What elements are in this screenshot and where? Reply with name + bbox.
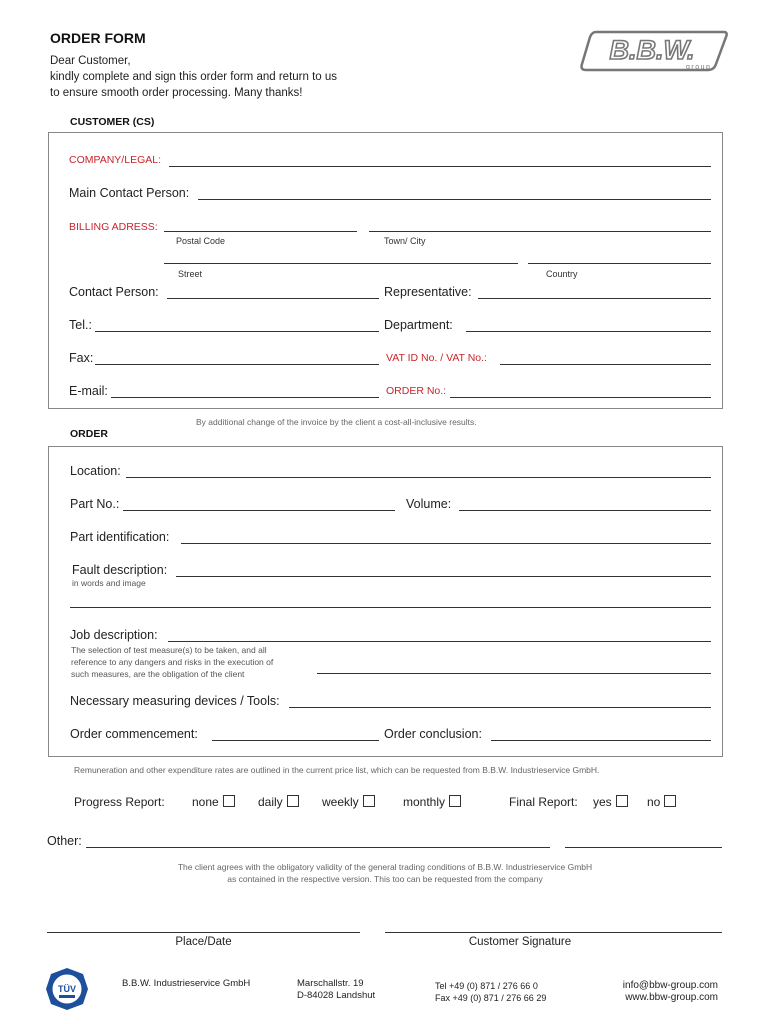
billing-address-label: BILLING ADRESS:	[69, 221, 158, 233]
representative-label: Representative:	[384, 285, 472, 299]
email-label: E-mail:	[69, 384, 108, 398]
option-no-label: no	[647, 795, 661, 809]
job-hint-line-1: The selection of test measure(s) to be taken, and all	[71, 645, 267, 655]
option-yes[interactable]	[593, 795, 628, 809]
option-yes-checkbox[interactable]	[616, 795, 628, 807]
postal-code-caption: Postal Code	[176, 236, 226, 246]
tuv-seal-icon	[44, 966, 90, 1012]
email-field[interactable]	[111, 397, 379, 398]
place-date-field[interactable]	[47, 932, 360, 933]
department-label: Department:	[384, 318, 453, 332]
fault-hint: in words and image	[72, 578, 146, 588]
order-heading: ORDER	[70, 428, 108, 440]
main-contact-field[interactable]	[198, 199, 711, 200]
job-description-field[interactable]	[168, 641, 711, 642]
footer-web[interactable]: www.bbw-group.com	[625, 992, 718, 1003]
footer-street: Marschallstr. 19	[297, 978, 364, 989]
location-field[interactable]	[126, 477, 711, 478]
order-commencement-label: Order commencement:	[70, 727, 198, 741]
order-box	[48, 446, 723, 757]
tuv-text: TÜV	[58, 984, 76, 994]
part-no-field[interactable]	[123, 510, 395, 511]
measuring-devices-field[interactable]	[289, 707, 711, 708]
option-yes-label: yes	[593, 795, 612, 809]
vat-label: VAT ID No. / VAT No.:	[386, 352, 487, 364]
agreement-line-2: as contained in the respective version. This too can be requested from the company	[227, 874, 543, 884]
option-no-checkbox[interactable]	[664, 795, 676, 807]
job-hint	[71, 644, 273, 680]
part-no-label: Part No.:	[70, 497, 120, 511]
job-description-field-2[interactable]	[317, 673, 711, 674]
footer-email[interactable]: info@bbw-group.com	[622, 980, 718, 991]
page-title: ORDER FORM	[50, 30, 146, 46]
option-monthly-checkbox[interactable]	[449, 795, 461, 807]
footer-phone	[435, 980, 546, 1004]
footer-company: B.B.W. Industrieservice GmbH	[122, 978, 251, 989]
representative-field[interactable]	[478, 298, 711, 299]
street-caption: Street	[178, 269, 203, 279]
customer-signature-label: Customer Signature	[468, 936, 572, 948]
order-commencement-field[interactable]	[212, 740, 379, 741]
company-field[interactable]	[169, 166, 711, 167]
footer-contact	[608, 980, 718, 1004]
measuring-devices-label: Necessary measuring devices / Tools:	[70, 694, 280, 708]
option-daily-checkbox[interactable]	[287, 795, 299, 807]
vat-field[interactable]	[500, 364, 711, 365]
tel-label: Tel.:	[69, 318, 92, 332]
option-none[interactable]	[192, 795, 235, 809]
fax-label: Fax:	[69, 351, 94, 365]
option-monthly-label: monthly	[403, 795, 446, 809]
postal-code-field[interactable]	[164, 231, 357, 232]
town-caption: Town/ City	[384, 236, 426, 246]
fault-description-field-2[interactable]	[70, 607, 711, 608]
logo-text: B.B.W.	[609, 35, 695, 65]
agreement-line-1: The client agrees with the obligatory validity of the general trading conditions of B.B.W. Industrieservice GmbH	[177, 862, 593, 872]
option-daily[interactable]	[258, 795, 299, 809]
order-conclusion-field[interactable]	[491, 740, 711, 741]
option-no[interactable]	[647, 795, 676, 809]
other-label: Other:	[47, 834, 82, 848]
option-weekly-checkbox[interactable]	[363, 795, 375, 807]
intro-line-2: kindly complete and sign this order form and return to us	[50, 71, 338, 83]
option-weekly-label: weekly	[322, 795, 359, 809]
contact-person-label: Contact Person:	[69, 285, 159, 299]
other-field-2[interactable]	[565, 847, 722, 848]
country-field[interactable]	[528, 263, 711, 264]
remuneration-note: Remuneration and other expenditure rates are outlined in the current price list, which can be requested from B.B.W. Industrieservice GmbH.	[74, 765, 600, 775]
footer-address	[297, 978, 375, 1002]
progress-report-label: Progress Report:	[74, 795, 165, 809]
job-hint-line-3: such measures, are the obligation of the client	[71, 669, 245, 679]
volume-label: Volume:	[406, 497, 452, 511]
customer-box	[48, 132, 723, 409]
agreement-text	[0, 861, 770, 885]
order-no-label: ORDER No.:	[386, 385, 447, 397]
intro-line-3: to ensure smooth order processing. Many thanks!	[50, 87, 303, 99]
intro-line-1: Dear Customer,	[50, 55, 131, 67]
street-field[interactable]	[164, 263, 518, 264]
place-date-label: Place/Date	[175, 936, 232, 948]
company-label: COMPANY/LEGAL:	[69, 154, 161, 166]
intro-text	[50, 53, 337, 101]
part-identification-label: Part identification:	[70, 530, 170, 544]
fax-field[interactable]	[95, 364, 379, 365]
contact-person-field[interactable]	[167, 298, 379, 299]
other-field[interactable]	[86, 847, 550, 848]
department-field[interactable]	[466, 331, 711, 332]
part-identification-field[interactable]	[181, 543, 711, 544]
customer-heading: CUSTOMER (CS)	[70, 116, 155, 128]
final-report-label: Final Report:	[509, 795, 578, 809]
option-none-checkbox[interactable]	[223, 795, 235, 807]
signature-field[interactable]	[385, 932, 722, 933]
fault-description-field[interactable]	[176, 576, 711, 577]
logo-subtext: group	[686, 64, 712, 71]
invoice-note: By additional change of the invoice by the client a cost-all-inclusive results.	[196, 417, 477, 427]
order-no-field[interactable]	[450, 397, 711, 398]
volume-field[interactable]	[459, 510, 711, 511]
country-caption: Country	[546, 269, 578, 279]
footer-tel: Tel +49 (0) 871 / 276 66 0	[435, 981, 538, 991]
option-weekly[interactable]	[322, 795, 375, 809]
job-hint-line-2: reference to any dangers and risks in the execution of	[71, 657, 274, 667]
footer-fax: Fax +49 (0) 871 / 276 66 29	[435, 993, 547, 1003]
bbw-logo	[578, 28, 728, 74]
order-conclusion-label: Order conclusion:	[384, 727, 482, 741]
footer-city: D-84028 Landshut	[297, 990, 376, 1001]
option-none-label: none	[192, 795, 219, 809]
town-field[interactable]	[369, 231, 711, 232]
tel-field[interactable]	[95, 331, 379, 332]
main-contact-label: Main Contact Person:	[69, 186, 190, 200]
location-label: Location:	[70, 464, 121, 478]
fault-description-label: Fault description:	[72, 563, 168, 577]
option-daily-label: daily	[258, 795, 283, 809]
job-description-label: Job description:	[70, 628, 158, 642]
option-monthly[interactable]	[403, 795, 461, 809]
